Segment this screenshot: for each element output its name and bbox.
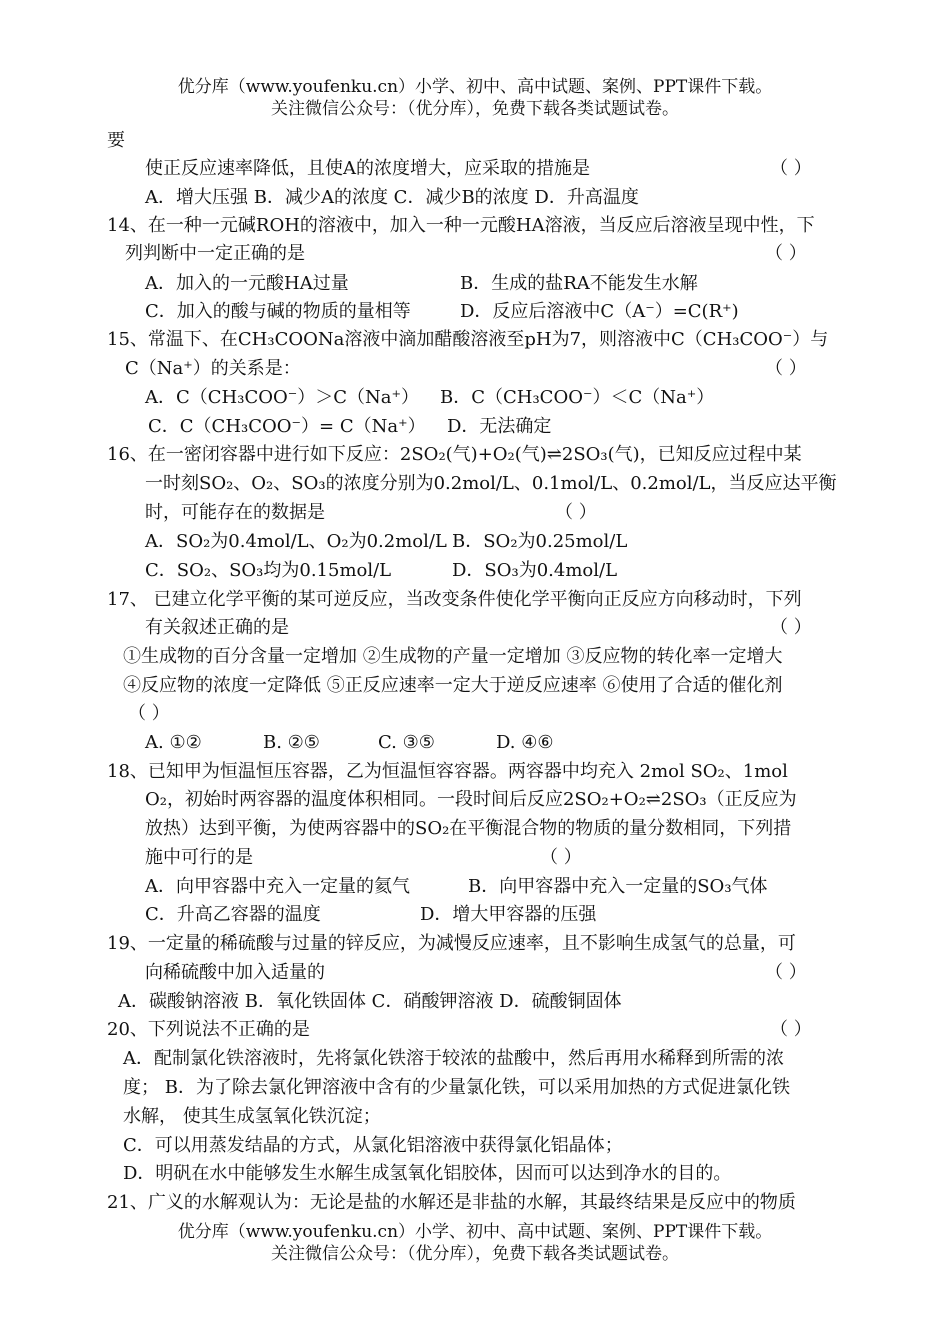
q15-option-d: D．无法确定 — [447, 416, 552, 437]
q17-option-c: C. ③⑤ — [378, 732, 435, 753]
q20-line-1: 20、下列说法不正确的是 — [107, 1019, 310, 1040]
q19-line-1: 19、一定量的稀硫酸与过量的锌反应，为减慢反应速率，且不影响生成氢气的总量，可 — [107, 933, 796, 954]
q13-answer-paren: （ ） — [770, 158, 812, 179]
q14-option-d: D．反应后溶液中C（A⁻）=C(R⁺) — [460, 301, 739, 322]
q15-option-b: B．C（CH₃COO⁻）＜C（Na⁺） — [440, 387, 715, 408]
q16-option-c: C．SO₂、SO₃均为0.15mol/L — [145, 560, 392, 581]
q18-option-a: A．向甲容器中充入一定量的氦气 — [145, 876, 410, 897]
q15-option-c: C．C（CH₃COO⁻）= C（Na⁺） — [148, 416, 426, 437]
q13-stem: 使正反应速率降低，且使A的浓度增大，应采取的措施是 — [145, 158, 590, 179]
q14-option-a: A．加入的一元酸HA过量 — [145, 273, 349, 294]
q17-line-2: 有关叙述正确的是 — [145, 617, 289, 638]
q20-option-b-cont: 水解， 使其生成氢氧化铁沉淀； — [123, 1106, 381, 1127]
q18-option-d: D．增大甲容器的压强 — [420, 904, 597, 925]
q21-line-1: 21、广义的水解观认为：无论是盐的水解还是非盐的水解，其最终结果是反应中的物质 — [107, 1192, 796, 1213]
q17-option-a: A. ①② — [145, 732, 202, 753]
q15-line-2: C（Na⁺）的关系是： — [125, 358, 301, 379]
q18-option-b: B．向甲容器中充入一定量的SO₃气体 — [468, 876, 768, 897]
q17-answer-paren-2: （ ） — [128, 703, 170, 724]
q17-statements-1: ①生成物的百分含量一定增加 ②生成物的产量一定增加 ③反应物的转化率一定增大 — [123, 646, 783, 667]
q20-answer-paren: （ ） — [770, 1019, 812, 1040]
q18-line-1: 18、已知甲为恒温恒压容器，乙为恒温恒容容器。两容器中均充入 2mol SO₂、1mol — [107, 761, 788, 782]
q19-options: A．碳酸钠溶液 B．氧化铁固体 C．硝酸钾溶液 D．硫酸铜固体 — [118, 991, 622, 1012]
q17-option-b: B. ②⑤ — [263, 732, 320, 753]
q18-option-c: C．升高乙容器的温度 — [145, 904, 321, 925]
q16-answer-paren: （ ） — [555, 502, 597, 523]
q16-option-d: D．SO₃为0.4mol/L — [452, 560, 618, 581]
q16-line-2: 一时刻SO₂、O₂、SO₃的浓度分别为0.2mol/L、0.1mol/L、0.2mol/L，当反应达平衡 — [145, 473, 837, 494]
q19-answer-paren: （ ） — [765, 962, 807, 983]
q15-answer-paren: （ ） — [765, 358, 807, 379]
q18-answer-paren: （ ） — [540, 847, 582, 868]
q14-option-b: B．生成的盐RA不能发生水解 — [460, 273, 698, 294]
q16-line-3: 时，可能存在的数据是 — [145, 502, 325, 523]
q20-option-a-1: A．配制氯化铁溶液时，先将氯化铁溶于较浓的盐酸中，然后再用水稀释到所需的浓 — [123, 1048, 784, 1069]
q18-line-3: 放热）达到平衡，为使两容器中的SO₂在平衡混合物的物质的量分数相同，下列措 — [145, 818, 792, 839]
q17-line-1: 17、 已建立化学平衡的某可逆反应，当改变条件使化学平衡向正反应方向移动时，下列 — [107, 589, 802, 610]
q17-answer-paren: （ ） — [770, 617, 812, 638]
q17-statements-2: ④反应物的浓度一定降低 ⑤正反应速率一定大于逆反应速率 ⑥使用了合适的催化剂 — [123, 675, 783, 696]
q18-line-2: O₂，初始时两容器的温度体积相同。一段时间后反应2SO₂+O₂⇌2SO₃（正反应为 — [145, 789, 797, 810]
q20-option-c: C．可以用蒸发结晶的方式，从氯化铝溶液中获得氯化铝晶体； — [123, 1135, 623, 1156]
q20-option-d: D．明矾在水中能够发生水解生成氢氧化铝胶体，因而可以达到净水的目的。 — [123, 1163, 732, 1184]
q16-option-a: A．SO₂为0.4mol/L、O₂为0.2mol/L — [145, 531, 447, 552]
q20-option-a-2: 度； B．为了除去氯化钾溶液中含有的少量氯化铁，可以采用加热的方式促进氯化铁 — [123, 1077, 790, 1098]
q14-line-2: 列判断中一定正确的是 — [125, 243, 305, 264]
page-footer-line-1: 优分库（www.youfenku.cn）小学、初中、高中试题、案例、PPT课件下载。 — [177, 1222, 773, 1242]
q15-option-a: A．C（CH₃COO⁻）＞C（Na⁺） — [145, 387, 419, 408]
q18-line-4: 施中可行的是 — [145, 847, 253, 868]
q14-answer-paren: （ ） — [765, 243, 807, 264]
q14-line-1: 14、在一种一元碱ROH的溶液中，加入一种一元酸HA溶液，当反应后溶液呈现中性，下 — [107, 215, 815, 236]
page-header-line-1: 优分库（www.youfenku.cn）小学、初中、高中试题、案例、PPT课件下载。 — [177, 77, 773, 97]
q14-option-c: C．加入的酸与碱的物质的量相等 — [145, 301, 411, 322]
q19-line-2: 向稀硫酸中加入适量的 — [145, 962, 325, 983]
q15-line-1: 15、常温下、在CH₃COONa溶液中滴加醋酸溶液至pH为7，则溶液中C（CH₃COO⁻）与 — [107, 329, 829, 350]
q16-line-1: 16、在一密闭容器中进行如下反应：2SO₂(气)+O₂(气)⇌2SO₃(气)，已知反应过程中某 — [107, 444, 802, 465]
page-header-line-2: 关注微信公众号：（优分库），免费下载各类试题试卷。 — [271, 99, 679, 119]
q13-options: A．增大压强 B．减少A的浓度 C．减少B的浓度 D．升高温度 — [145, 187, 639, 208]
q16-option-b: B．SO₂为0.25mol/L — [452, 531, 628, 552]
q17-option-d: D. ④⑥ — [496, 732, 554, 753]
q13-continuation: 要 — [107, 130, 125, 151]
page-footer-line-2: 关注微信公众号：（优分库），免费下载各类试题试卷。 — [271, 1244, 679, 1264]
